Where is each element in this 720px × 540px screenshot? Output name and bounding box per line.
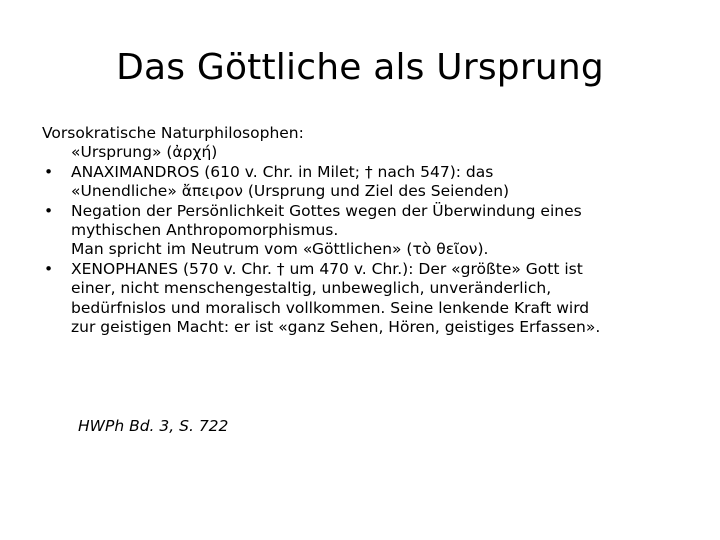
intro-subline: «Ursprung» (ἀρχή)	[71, 143, 218, 162]
bullet-line: bedürfnislos und moralisch vollkommen. Seine lenkende Kraft wird	[71, 298, 590, 317]
bullet-line: zur geistigen Macht: er ist «ganz Sehen, Hören, geistiges Erfassen».	[71, 318, 601, 337]
bullet-icon: •	[44, 201, 54, 220]
bullet-line: mythischen Anthropomorphismus.	[71, 221, 339, 240]
bullet-line: Negation der Persönlichkeit Gottes wegen der Überwindung eines	[71, 201, 582, 220]
slide-title: Das Göttliche als Ursprung	[116, 47, 604, 88]
bullet-line: XENOPHANES (570 v. Chr. † um 470 v. Chr.): Der «größte» Gott ist	[71, 259, 583, 278]
bullet-item-xenophanes	[42, 260, 692, 338]
slide-body	[42, 124, 692, 337]
bullet-icon: •	[44, 162, 54, 181]
bullet-line: ANAXIMANDROS (610 v. Chr. in Milet; † nach 547): das	[71, 162, 494, 181]
bullet-line: einer, nicht menschengestaltig, unbeweglich, unveränderlich,	[71, 279, 552, 298]
bullet-item-negation	[42, 202, 692, 260]
bullet-item-anaximandros	[42, 163, 692, 202]
citation: HWPh Bd. 3, S. 722	[78, 417, 229, 435]
bullet-icon: •	[44, 259, 54, 278]
intro-line: Vorsokratische Naturphilosophen:	[42, 124, 304, 142]
bullet-line: «Unendliche» ἄπειρον (Ursprung und Ziel des Seienden)	[71, 182, 510, 201]
bullet-line: Man spricht im Neutrum vom «Göttlichen» (τὸ θεῖον).	[71, 240, 489, 259]
